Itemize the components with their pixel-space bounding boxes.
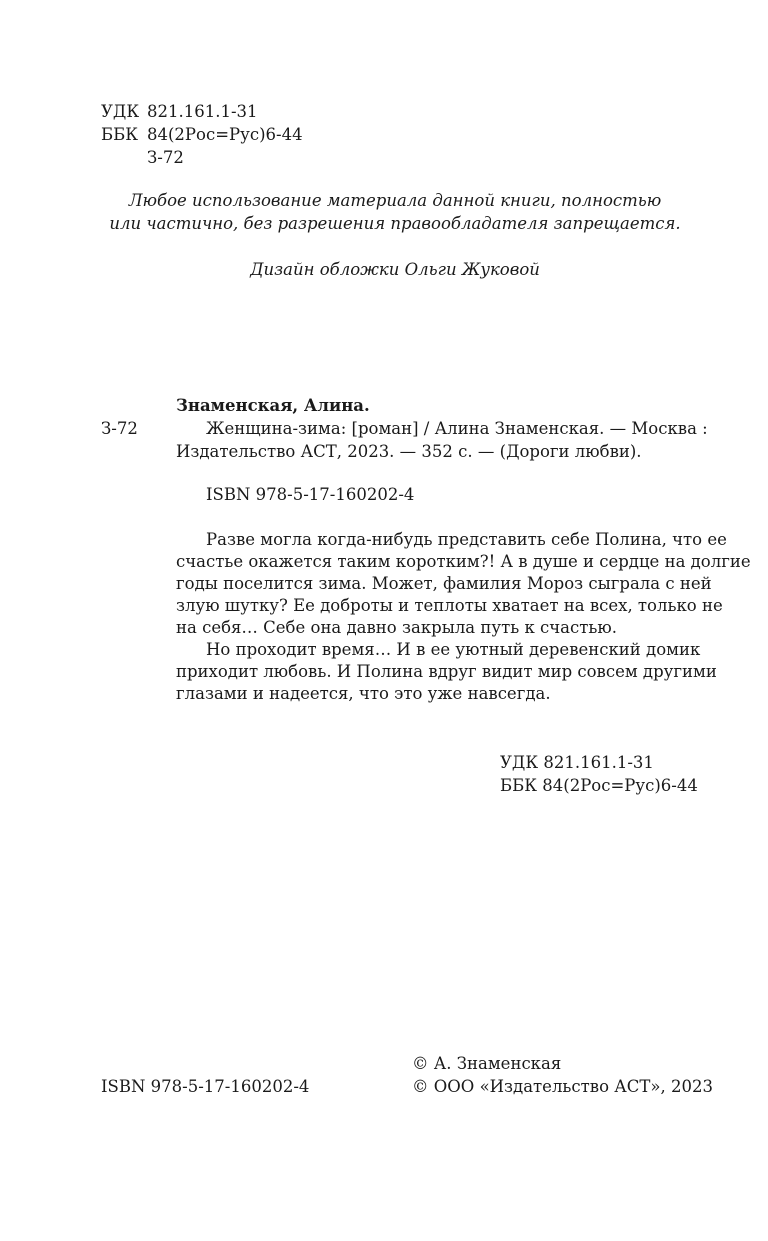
bbk-label: ББК bbox=[101, 125, 139, 144]
catalog-sign: З-72 bbox=[101, 419, 138, 438]
catalog-title-line-2: Издательство АСТ, 2023. — 352 с. — (Дороги любви). bbox=[176, 442, 642, 461]
annotation-line: Разве могла когда-нибудь представить себе Полина, что ее bbox=[206, 530, 727, 549]
annotation-paragraph-2 bbox=[176, 639, 717, 705]
bbk-value: 84(2Рос=Рус)6-44 bbox=[147, 125, 303, 144]
annotation-line: злую шутку? Ее доброты и теплоты хватает на всех, только не bbox=[176, 596, 723, 615]
annotation-line: годы поселится зима. Может, фамилия Мороз сыграла с ней bbox=[176, 574, 712, 593]
copyright-publisher: © ООО «Издательство АСТ», 2023 bbox=[412, 1077, 713, 1096]
cover-design-credit: Дизайн обложки Ольги Жуковой bbox=[250, 260, 540, 279]
udk-value: 821.161.1-31 bbox=[147, 102, 258, 121]
notice-line-1: Любое использование материала данной книги, полностью bbox=[128, 191, 662, 210]
bottom-udk: УДК 821.161.1-31 bbox=[500, 753, 654, 772]
catalog-title-line-1: Женщина-зима: [роман] / Алина Знаменская. — Москва : bbox=[206, 419, 708, 438]
catalog-author: Знаменская, Алина. bbox=[176, 396, 370, 415]
annotation-line: на себя… Себе она давно закрыла путь к счастью. bbox=[176, 618, 617, 637]
author-sign: З-72 bbox=[147, 148, 184, 167]
footer-isbn: ISBN 978-5-17-160202-4 bbox=[101, 1077, 310, 1096]
notice-line-2: или частично, без разрешения правообладателя запрещается. bbox=[109, 214, 681, 233]
bottom-bbk: ББК 84(2Рос=Рус)6-44 bbox=[500, 776, 698, 795]
annotation-line: глазами и надеется, что это уже навсегда. bbox=[176, 684, 551, 703]
catalog-isbn: ISBN 978-5-17-160202-4 bbox=[206, 485, 415, 504]
annotation-line: Но проходит время… И в ее уютный деревенский домик bbox=[206, 640, 701, 659]
copyright-author: © А. Знаменская bbox=[412, 1054, 562, 1073]
annotation-line: счастье окажется таким коротким?! А в душе и сердце на долгие bbox=[176, 552, 751, 571]
annotation-line: приходит любовь. И Полина вдруг видит мир совсем другими bbox=[176, 662, 717, 681]
udk-label: УДК bbox=[101, 102, 140, 121]
annotation-paragraph-1 bbox=[176, 529, 751, 639]
